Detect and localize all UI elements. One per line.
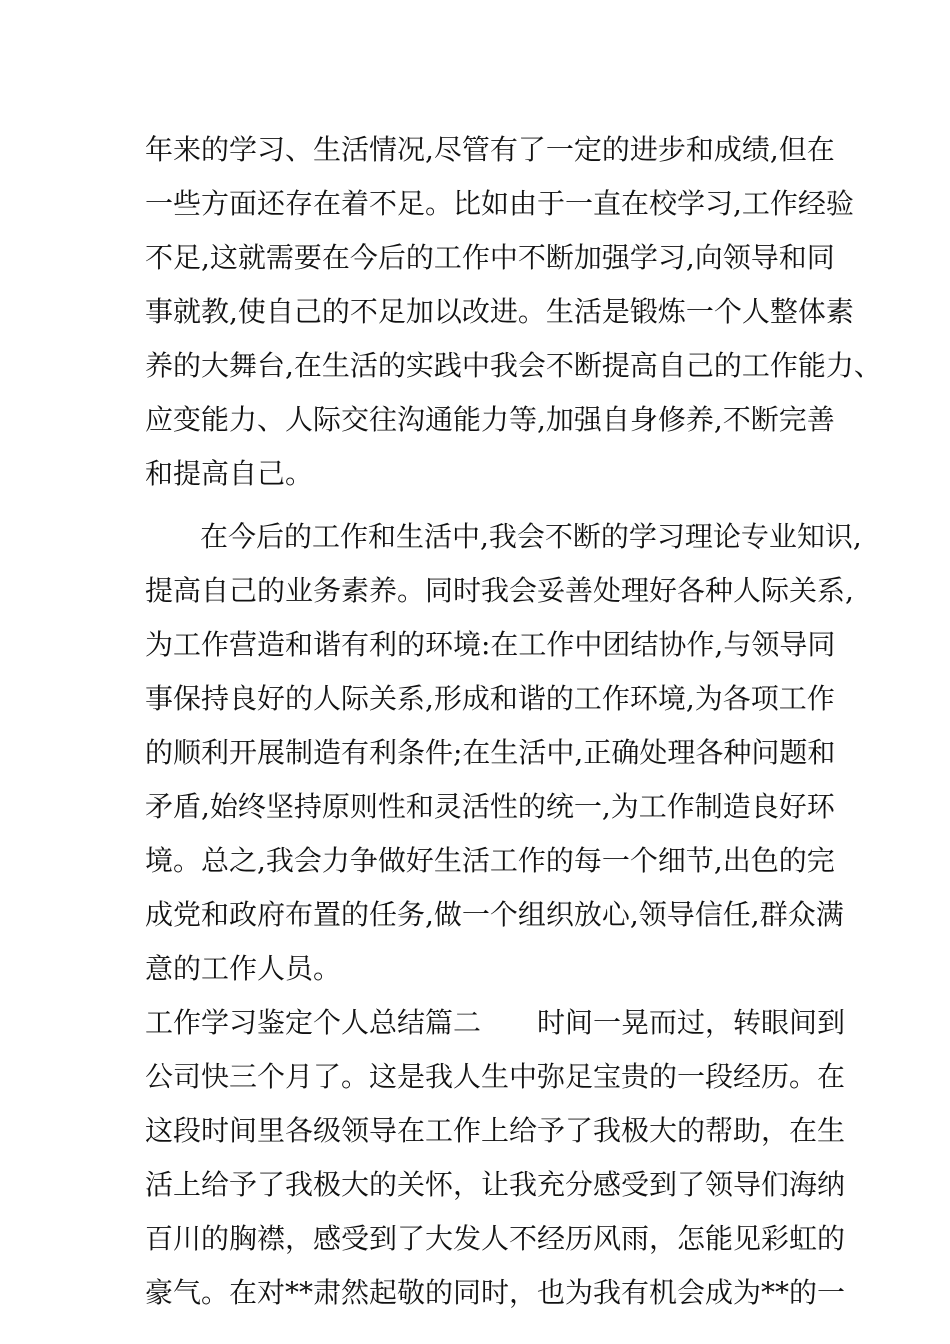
text-line: 成党和政府布置的任务,做一个组织放心,领导信任,群众满 [145, 898, 844, 931]
text-line: 提高自己的业务素养。同时我会妥善处理好各种人际关系, [145, 574, 854, 607]
text-line: 公司快三个月了。这是我人生中弥足宝贵的一段经历。在 [145, 1060, 846, 1093]
text-line: 事保持良好的人际关系,形成和谐的工作环境,为各项工作 [145, 682, 835, 715]
text-line: 不足,这就需要在今后的工作中不断加强学习,向领导和同 [145, 241, 835, 274]
text-line: 事就教,使自己的不足加以改进。生活是锻炼一个人整体素 [145, 295, 854, 328]
text-line: 这段时间里各级领导在工作上给予了我极大的帮助，在生 [145, 1114, 846, 1147]
text-line: 养的大舞台,在生活的实践中我会不断提高自己的工作能力、 [145, 349, 882, 382]
text-line: 应变能力、人际交往沟通能力等,加强自身修养,不断完善 [145, 403, 835, 436]
text-line: 的顺利开展制造有利条件;在生活中,正确处理各种问题和 [145, 736, 836, 769]
paragraph-first-line: 在今后的工作和生活中,我会不断的学习理论专业知识, [200, 520, 862, 553]
text-line: 和提高自己。 [145, 457, 314, 490]
text-line: 境。总之,我会力争做好生活工作的每一个细节,出色的完 [145, 844, 835, 877]
text-line: 为工作营造和谐有利的环境:在工作中团结协作,与领导同 [145, 628, 836, 661]
text-line: 意的工作人员。 [145, 952, 342, 985]
section-heading-line: 工作学习鉴定个人总结篇二 时间一晃而过，转眼间到 [145, 1006, 846, 1039]
text-line: 一些方面还存在着不足。比如由于一直在校学习,工作经验 [145, 187, 854, 220]
text-line: 豪气。在对**肃然起敬的同时，也为我有机会成为**的一 [145, 1276, 846, 1309]
text-line: 百川的胸襟，感受到了大发人不经历风雨，怎能见彩虹的 [145, 1222, 846, 1255]
text-line: 活上给予了我极大的关怀，让我充分感受到了领导们海纳 [145, 1168, 846, 1201]
text-line: 矛盾,始终坚持原则性和灵活性的统一,为工作制造良好环 [145, 790, 835, 823]
text-line: 年来的学习、生活情况,尽管有了一定的进步和成绩,但在 [145, 133, 835, 166]
